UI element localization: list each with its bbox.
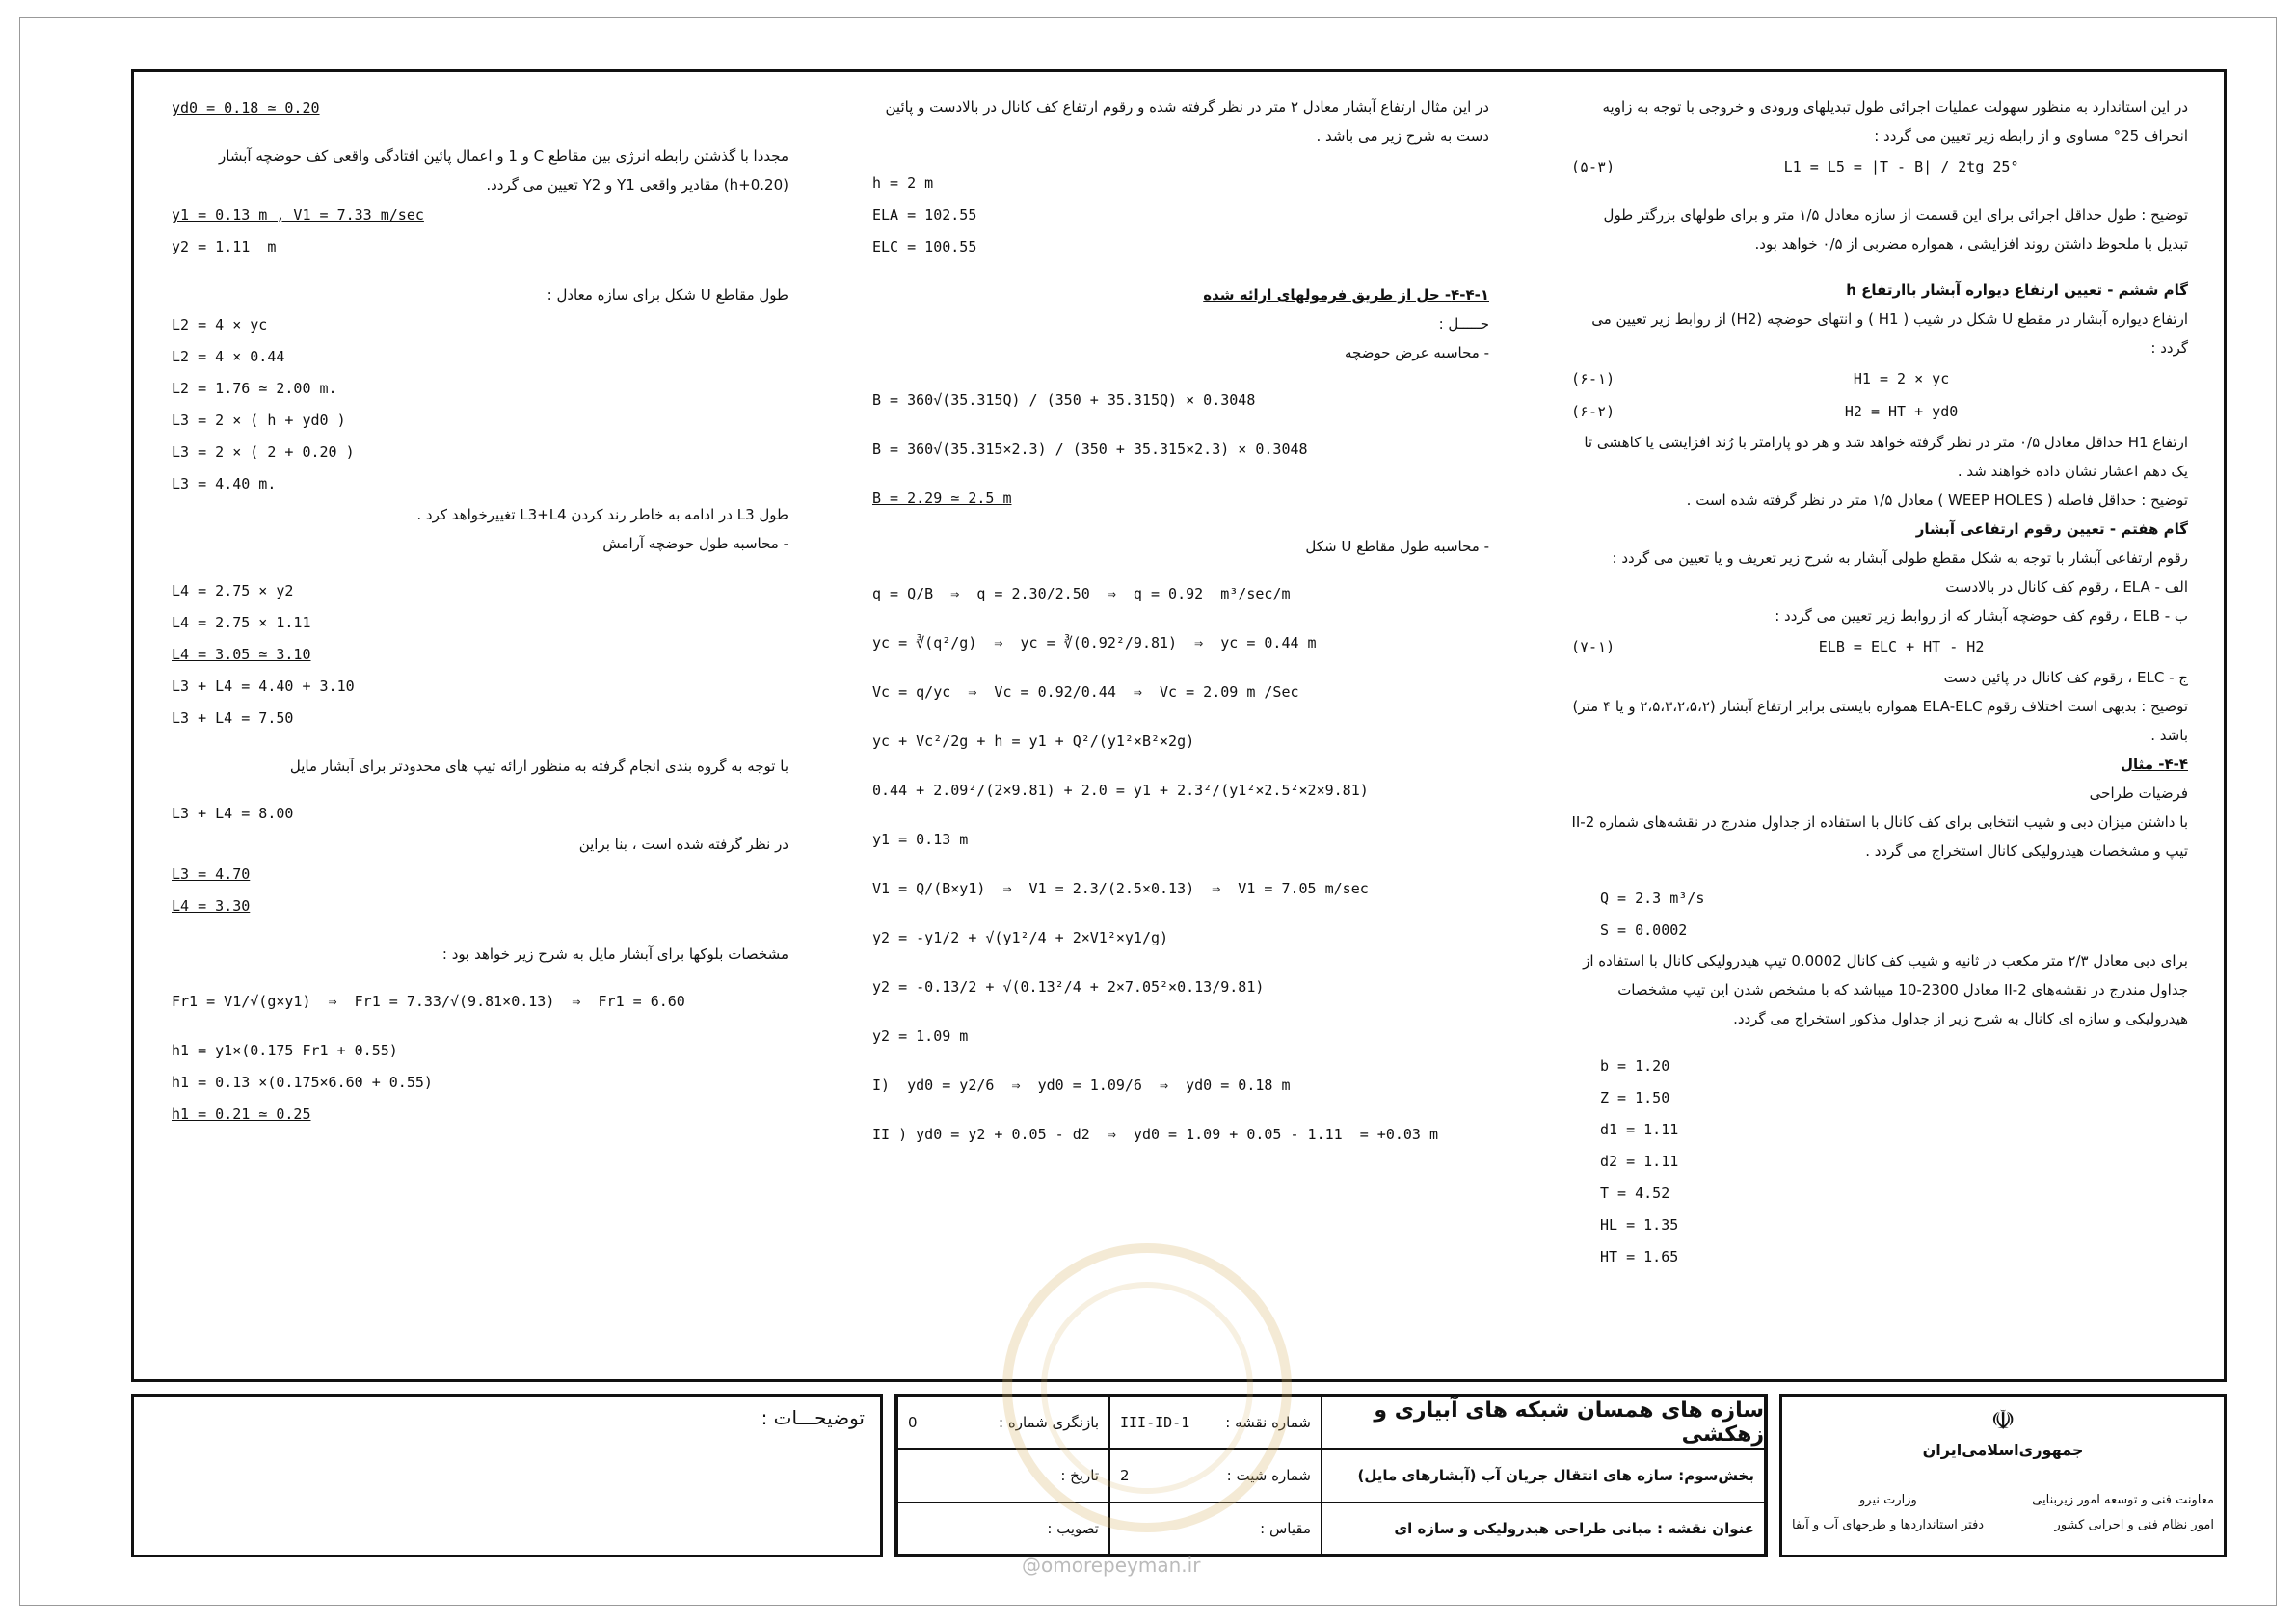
org-ministry: وزارت نیرو — [1859, 1493, 1917, 1507]
main-title: سازه های همسان شبکه های آبیاری و زهکشی — [1322, 1397, 1765, 1449]
left-p2: طول مقاطع U شکل برای سازه معادل : — [547, 286, 788, 304]
left-eq-y2: y2 = 1.11 m — [172, 238, 277, 255]
left-eq-l4f: L4 = 3.30 — [172, 897, 251, 915]
section-title: بخش‌سوم: سازه های انتقال جریان آب (آبشارهای مایل) — [1322, 1449, 1765, 1503]
eq-vc: Vc = q/yc ⇒ Vc = 0.92/0.44 ⇒ Vc = 2.09 m /Sec — [872, 683, 1299, 701]
title-block — [894, 1394, 1768, 1557]
eq-v1: V1 = Q/(B×y1) ⇒ V1 = 2.3/(2.5×0.13) ⇒ V1 = 7.05 m/sec — [872, 880, 1369, 897]
left-eq-l4c: L4 = 3.05 ≃ 3.10 — [172, 646, 311, 663]
eq-q: Q = 2.3 m³/s — [1600, 890, 1705, 907]
val-t: T = 4.52 — [1600, 1184, 1670, 1202]
scale-cell: مقیاس : — [1109, 1503, 1322, 1555]
text-p9: ج - ELC ، رقوم کف کانال در پائین دست — [1943, 669, 2188, 686]
approval-cell: تصویب : — [897, 1503, 1109, 1555]
left-eq-l3c: L3 = 4.40 m. — [172, 475, 277, 492]
eq-y2a: y2 = -y1/2 + √(y1²/4 + 2×V1²×y1/g) — [872, 929, 1169, 946]
left-eq-l4a: L4 = 2.75 × y2 — [172, 582, 294, 599]
eq-l1: (۵-۳) L1 = L5 = |T - B| / 2tg 25° — [1571, 158, 2019, 175]
eq-y1: y1 = 0.13 m — [872, 831, 969, 848]
org-deputy: معاونت فنی و توسعه امور زیربنایی — [2032, 1493, 2214, 1507]
val-b: b = 1.20 — [1600, 1057, 1670, 1075]
mid-text-p1: در این مثال ارتفاع آبشار معادل ۲ متر در نظر گرفته شده و رقوم ارتفاع کف کانال در بالادست و پائین دست به شرح زیر می باشد . — [885, 98, 1489, 145]
text-p7: الف - ELA ، رقوم کف کانال در بالادست — [1945, 578, 2188, 596]
text-p2: توضیح : طول حداقل اجرائی برای این قسمت از سازه معادل ۱/۵ متر و برای طولهای بزرگتر طول تبدیل با ملحوظ داشتن روند افزایشی ، همواره مضربی از ۰/۵ خواهد بود. — [1603, 206, 2188, 253]
text-p5: توضیح : حداقل فاصله ( WEEP HOLES ) معادل ۱/۵ متر در نظر گرفته شده است . — [1686, 492, 2188, 509]
left-eq-fr: Fr1 = V1/√(g×y1) ⇒ Fr1 = 7.33/√(9.81×0.13) ⇒ Fr1 = 6.60 — [172, 993, 685, 1010]
eq-yd0-2: II ) yd0 = y2 + 0.05 - d2 ⇒ yd0 = 1.09 + 0.05 - 1.11 = +0.03 m — [872, 1126, 1438, 1143]
left-eq-l4b: L4 = 2.75 × 1.11 — [172, 614, 311, 631]
revision-cell: بازنگری شماره : 0 — [897, 1397, 1109, 1449]
left-eq-l3a: L3 = 2 × ( h + yd0 ) — [172, 412, 346, 429]
left-p3: طول L3 در ادامه به خاطر رند کردن L3+L4 تغییرخواهد کرد . — [416, 506, 788, 523]
text-p12: با داشتن میزان دبی و شیب انتخابی برای کف کانال با استفاده از جداول مندرج در نقشه‌های شماره II-2 تیپ و مشخصات هیدرولیکی کانال استخراج می گردد . — [1571, 813, 2188, 860]
drawing-name: عنوان نقشه : مبانی طراحی هیدرولیکی و سازه ای — [1322, 1503, 1765, 1555]
watermark-text: @omorepeyman.ir — [1022, 1554, 1201, 1577]
left-eq-h1a: h1 = y1×(0.175 Fr1 + 0.55) — [172, 1042, 398, 1059]
mid-val-elc: ELC = 100.55 — [872, 238, 977, 255]
left-eq-h1c: h1 = 0.21 ≃ 0.25 — [172, 1105, 311, 1123]
val-d1: d1 = 1.11 — [1600, 1121, 1679, 1138]
left-p5: با توجه به گروه بندی انجام گرفته به منظور ارائه تیپ های محدودتر برای آبشار مایل — [289, 758, 788, 775]
heading-example: ۴-۴- مثال — [2120, 756, 2188, 773]
eq-yc: yc = ∛(q²/g) ⇒ yc = ∛(0.92²/9.81) ⇒ yc = 0.44 m — [872, 634, 1317, 652]
eq-elb: (۷-۱) ELB = ELC + HT - H2 — [1571, 638, 1985, 655]
left-p7: مشخصات بلوکها برای آبشار مایل به شرح زیر خواهد بود : — [441, 945, 788, 963]
mid-solution: حـــــل : — [1438, 315, 1489, 333]
org-technical: امور نظام فنی و اجرایی کشور — [2054, 1518, 2214, 1532]
page-cell: شماره شیت : 2 — [1109, 1449, 1322, 1503]
eq-energy2: 0.44 + 2.09²/(2×9.81) + 2.0 = y1 + 2.3²/(y1²×2.5²×2×9.81) — [872, 782, 1369, 799]
eq-b3: B = 2.29 ≃ 2.5 m — [872, 490, 1012, 507]
left-eq0: yd0 = 0.18 ≃ 0.20 — [172, 99, 320, 117]
val-hl: HL = 1.35 — [1600, 1216, 1679, 1234]
left-eq-l2b: L2 = 4 × 0.44 — [172, 348, 285, 365]
eq-b1: B = 360√(35.315Q) / (350 + 35.315Q) × 0.3048 — [872, 391, 1256, 409]
mid-s1: - محاسبه عرض حوضچه — [1345, 344, 1489, 361]
sheet-number-cell: شماره نقشه : III-ID-1 — [1109, 1397, 1322, 1449]
text-p11: فرضیات طراحی — [2089, 785, 2188, 802]
left-eq-l3f: L3 = 4.70 — [172, 865, 251, 883]
right-column — [1571, 93, 2188, 1273]
eq-q-unit: q = Q/B ⇒ q = 2.30/2.50 ⇒ q = 0.92 m³/sec/m — [872, 585, 1291, 602]
eq-yd0-1: I) yd0 = y2/6 ⇒ yd0 = 1.09/6 ⇒ yd0 = 0.18 m — [872, 1077, 1291, 1094]
text-p10: توضیح : بدیهی است اختلاف رقوم ELA-ELC همواره بایستی برابر ارتفاع آبشار (۲،۵،۳،۲،۵،۲ و یا ۴ متر) باشد . — [1572, 698, 2188, 744]
eq-b2: B = 360√(35.315×2.3) / (350 + 35.315×2.3) × 0.3048 — [872, 440, 1308, 458]
watermark-seal-inner — [1041, 1282, 1253, 1494]
left-eq-l3b: L3 = 2 × ( 2 + 0.20 ) — [172, 443, 355, 461]
text-p3: ارتفاع دیواره آبشار در مقطع U شکل در شیب ( H1 ) و انتهای حوضچه (H2) از روابط زیر تعیین می گردد : — [1591, 310, 2188, 357]
mid-val-ela: ELA = 102.55 — [872, 206, 977, 224]
left-eq-l2a: L2 = 4 × yc — [172, 316, 268, 333]
emblem-icon: ☫ — [1990, 1404, 2016, 1436]
eq-y2c: y2 = 1.09 m — [872, 1027, 969, 1045]
left-eq-l34a: L3 + L4 = 4.40 + 3.10 — [172, 678, 355, 695]
heading-step7: گام هفتم - تعیین رقوم ارتفاعی آبشار — [1915, 520, 2188, 538]
notes-box — [131, 1394, 883, 1557]
val-ht: HT = 1.65 — [1600, 1248, 1679, 1265]
eq-h2: (۶-۲) H2 = HT + yd0 — [1571, 403, 1959, 420]
date-cell: تاریخ : — [897, 1449, 1109, 1503]
val-d2: d2 = 1.11 — [1600, 1153, 1679, 1170]
eq-h1: (۶-۱) H1 = 2 × yc — [1571, 370, 1950, 387]
heading-step6: گام ششم - تعیین ارتفاع دیواره آبشار باارتفاع h — [1846, 281, 2188, 299]
text-p13: برای دبی معادل ۲/۳ متر مکعب در ثانیه و شیب کف کانال 0.0002 تیپ هیدرولیکی کانال با استفاده از جداول مندرج در نقشه‌های II-2 معادل 2300-10 میباشد که با مشخص شدن این تیپ مشخصات هیدرولیکی و سازه ای کانال به شرح زیر از جداول مذکور استخراج می گردد. — [1583, 952, 2188, 1027]
eq-energy1: yc + Vc²/2g + h = y1 + Q²/(y1²×B²×2g) — [872, 732, 1195, 750]
organization-box — [1779, 1394, 2227, 1557]
notes-label: توضیحـــات : — [761, 1406, 865, 1429]
left-p1: مجددا با گذشتن رابطه انرژی بین مقاطع C و 1 و اعمال پائین افتادگی واقعی کف حوضچه آبشار (h+0.20) مقادیر واقعی Y1 و Y2 تعیین می گردد. — [219, 147, 788, 194]
left-eq-l34: L3 + L4 = 8.00 — [172, 805, 294, 822]
middle-column — [872, 93, 1489, 1151]
left-p6: در نظر گرفته شده است ، بنا براین — [578, 836, 788, 853]
text-p4: ارتفاع H1 حداقل معادل ۰/۵ متر در نظر گرفته خواهد شد و هر دو پارامتر با رُند افزایشی یا کاهشی تا یک دهم اعشار نشان داده خواهند شد . — [1584, 434, 2188, 480]
left-eq-l2c: L2 = 1.76 ≃ 2.00 m. — [172, 380, 337, 397]
org-office: دفتر استانداردها و طرحهای آب و آبفا — [1792, 1518, 1985, 1532]
eq-s: S = 0.0002 — [1600, 921, 1688, 939]
country-name: جمهوری‌اسلامی‌ایران — [1922, 1441, 2084, 1459]
left-column — [172, 93, 788, 1131]
eq-y2b: y2 = -0.13/2 + √(0.13²/4 + 2×7.05²×0.13/9.81) — [872, 978, 1265, 996]
text-p6: رقوم ارتفاعی آبشار با توجه به شکل مقطع طولی آبشار به شرح زیر تعریف و یا تعیین می گردد : — [1612, 549, 2188, 567]
text-p8: ب - ELB ، رقوم کف حوضچه آبشار که از روابط زیر تعیین می گردد : — [1775, 607, 2188, 625]
mid-heading: ۴-۴-۱- حل از طریق فرمولهای ارائه شده — [1203, 286, 1489, 304]
mid-val-h: h = 2 m — [872, 174, 934, 192]
mid-s2: - محاسبه طول مقاطع U شکل — [1305, 538, 1489, 555]
left-eq-h1b: h1 = 0.13 ×(0.175×6.60 + 0.55) — [172, 1074, 433, 1091]
left-eq-l34b: L3 + L4 = 7.50 — [172, 709, 294, 727]
val-z: Z = 1.50 — [1600, 1089, 1670, 1106]
text-p1: در این استاندارد به منظور سهولت عملیات اجرائی طول تبدیلهای ورودی و خروجی با توجه به زاویه انحراف 25° مساوی و از رابطه زیر تعیین می گردد : — [1602, 98, 2188, 145]
left-eq-y1: y1 = 0.13 m , V1 = 7.33 m/sec — [172, 206, 424, 224]
left-p4: - محاسبه طول حوضچه آرامش — [602, 535, 788, 552]
